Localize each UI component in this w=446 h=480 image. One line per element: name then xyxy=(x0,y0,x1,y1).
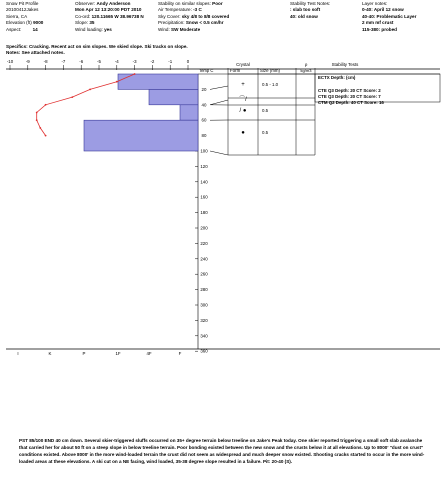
temperature-point xyxy=(36,112,38,114)
temp-tick-label: -5 xyxy=(97,59,101,64)
hardness-label: F xyxy=(178,351,182,356)
layer-size: 0.5 - 1.0 xyxy=(262,82,279,87)
elevation-row: Elevation (ft) 9000 xyxy=(6,20,44,26)
rho-header: ρ xyxy=(304,62,308,67)
stability-row: Stability on similar slopes: Poor xyxy=(158,1,223,6)
precipitation-row: Precipitation: Snow < 0.5 cm/hr xyxy=(158,20,224,26)
depth-tick-label: 160 xyxy=(200,194,208,200)
temp-tick-label: -10 xyxy=(6,59,14,64)
layer-note: 115-380: probed xyxy=(362,26,397,32)
size-header: Size (mm) xyxy=(260,68,281,73)
depth-tick-label: 60 xyxy=(201,117,207,123)
stability-header: Stability Tests xyxy=(331,62,359,67)
hardness-profile xyxy=(84,74,198,151)
layer-table xyxy=(210,74,440,155)
depth-tick-label: 360 xyxy=(200,348,208,354)
temp-tick-label: -7 xyxy=(61,59,66,64)
temp-tick-label: -6 xyxy=(79,59,84,64)
temp-tick-label: -1 xyxy=(168,59,173,64)
notes-text: Notes: See attached notes. xyxy=(6,50,65,55)
depth-tick-label: 180 xyxy=(200,210,208,216)
depth-tick-label: 80 xyxy=(201,133,207,139)
sky-cover-row: Sky Cover: sky 4/8 to 8/8 covered xyxy=(158,13,230,19)
pit-profile-label: Snow Pit Profile xyxy=(6,1,39,6)
depth-tick-label: 140 xyxy=(200,179,208,185)
temp-tick-label: -4 xyxy=(114,59,119,64)
temperature-point xyxy=(36,119,38,121)
coord-row: Co-ord: 120.11665 W 38.96738 N xyxy=(75,13,144,19)
layer-leader xyxy=(210,86,228,89)
temp-tick-label: -9 xyxy=(25,59,30,64)
form-header: Form xyxy=(230,68,241,73)
stability-test: CTE Q3 Depth: 20 CT Score: 7 xyxy=(318,94,381,99)
layer-note: 2 mm mf crust xyxy=(362,20,394,26)
observer-row: Observer: Andy Anderson xyxy=(75,1,131,6)
depth-tick-label: 300 xyxy=(200,302,208,308)
observation-date: Mon Apr 12 13:20:00 PDT 2010 xyxy=(75,7,142,13)
depth-tick-label: 340 xyxy=(200,333,208,339)
hardness-label: 4F xyxy=(146,351,152,356)
temperature-point xyxy=(45,135,47,137)
layer-form: + xyxy=(241,82,245,88)
stability-note: : slab too soft xyxy=(290,7,321,13)
temperature-point xyxy=(45,104,47,106)
layer-leader xyxy=(210,151,228,155)
depth-tick-label: 100 xyxy=(200,148,208,154)
specifics-text: Specifics: Cracking. Recent act on sim slopes. We skied slope. Ski tracks on slope. xyxy=(6,44,188,49)
rho-unit: kg/m3 xyxy=(300,68,312,73)
hardness-label: I xyxy=(17,351,19,356)
hardness-label: 1F xyxy=(115,351,121,356)
aspect-row: Aspect: 14 xyxy=(6,26,38,32)
temperature-point xyxy=(39,127,41,129)
temp-tick-label: -8 xyxy=(43,59,48,64)
stability-notes-title: Stability Test Notes: xyxy=(290,1,331,6)
stability-test: CTM Q2 Depth: 40 CT Score: 16 xyxy=(318,100,384,105)
depth-tick-label: 120 xyxy=(200,163,208,169)
temp-tick-label: 0 xyxy=(186,59,190,64)
depth-tick-label: 240 xyxy=(200,256,208,262)
hardness-label: K xyxy=(48,351,52,356)
temp-header: Temp C xyxy=(199,68,214,73)
layer-size: 0.5 xyxy=(262,108,269,113)
observation-summary: PST 85/100 END 40 cm down. Several skier-triggered sluffs occurred on 35+ degree terrain below treeline on Jake's Peak today. One skier reported triggering a small soft slab avalanche that carried her for about 50 ft on a steep slope in below treeline terrain. Poor bonding existed between the new snow and the crusts below it at all elevations. Up to 8000' "dust on crust" conditions existed. Above 8000' in the more wind-loaded terrain the crust did not seem as widespread and much deeper snow existed. Shooting cracks started to occur in the more wind-loaded areas at these elevations. A ski cut on a NE facing, wind loaded, 35-38 degree slope resulted in a failure. Pit: 20-40 (S). xyxy=(19,438,425,464)
depth-tick-label: 320 xyxy=(200,317,208,323)
depth-tick-label: 280 xyxy=(200,287,208,293)
temperature-point xyxy=(89,89,91,91)
hardness-label: P xyxy=(82,351,86,356)
temperature-point xyxy=(116,81,118,83)
depth-tick-label: 260 xyxy=(200,271,208,277)
stability-test: ECTX Depth: (cm) xyxy=(318,75,356,80)
depth-tick-label: 20 xyxy=(201,86,207,92)
air-temp-row: Air Temperature: -3 C xyxy=(158,7,202,13)
pit-id: 20100412Jakes xyxy=(6,7,39,13)
wind-loading-row: Wind loading: yes xyxy=(75,26,112,32)
slope-row: Slope: 35 xyxy=(75,20,95,26)
layer-leader xyxy=(210,100,228,105)
layer-note: 0-40: April 12 snow xyxy=(362,7,404,13)
temperature-point xyxy=(134,73,136,75)
temperature-point xyxy=(71,96,73,98)
location: Sierra, CA xyxy=(6,13,28,19)
depth-tick-label: 200 xyxy=(200,225,208,231)
layer-note: 40-40: Problematic Layer xyxy=(362,13,417,19)
stability-note: 40: old snow xyxy=(290,13,318,19)
hardness-layer xyxy=(84,120,198,151)
layer-form: ⌒/ xyxy=(239,97,247,103)
layer-size: 0.5 xyxy=(262,130,269,135)
layer-form: ● xyxy=(241,130,245,136)
crystal-header: Crystal xyxy=(236,62,250,67)
depth-tick-label: 40 xyxy=(201,102,207,108)
layer-form: / ● xyxy=(239,108,247,114)
layer-notes-title: Layer notes: xyxy=(362,1,388,6)
hardness-layer xyxy=(149,89,198,104)
stability-test: CTE Q3 Depth: 20 CT Score: 2 xyxy=(318,88,381,93)
depth-tick-label: 220 xyxy=(200,240,208,246)
hardness-layer xyxy=(180,105,198,120)
temp-tick-label: -3 xyxy=(132,59,137,64)
temp-tick-label: -2 xyxy=(150,59,155,64)
chart-grid xyxy=(6,65,440,351)
wind-row: Wind: SW Moderate xyxy=(158,26,201,32)
